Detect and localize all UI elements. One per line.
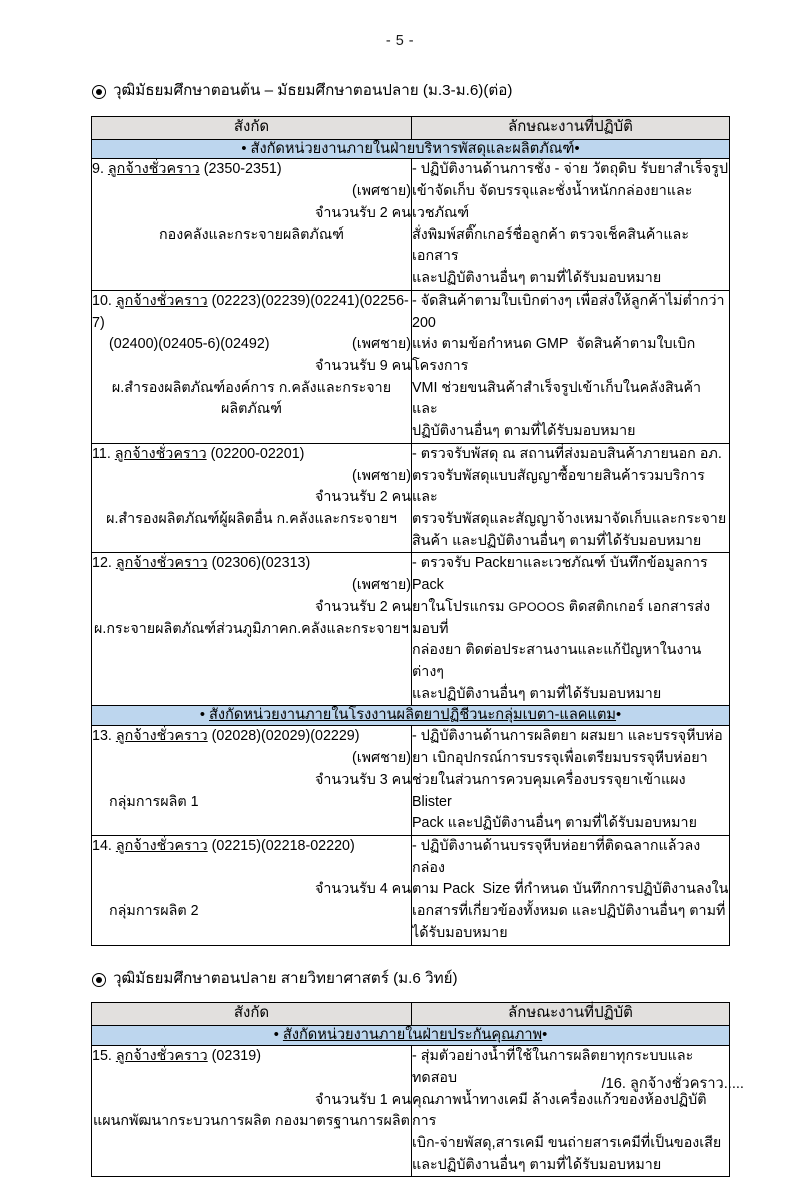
row-12-index: 12. xyxy=(92,555,116,572)
row-10-affiliation xyxy=(92,290,412,443)
row-13-position: ลูกจ้างชั่วคราว xyxy=(115,728,208,745)
row-12-unit: ผ.กระจายผลิตภัณฑ์ส่วนภูมิภาคก.คลังและกระจายฯ xyxy=(94,620,409,637)
desc-line: กล่องยา ติดต่อประสานงานและแก้ปัญหาในงานต่างๆ xyxy=(412,642,702,681)
desc-segment: ยาในโปรแกรม xyxy=(412,598,509,615)
row-10-description xyxy=(412,290,730,443)
group-bullet-right: • xyxy=(574,140,580,157)
row-15-index: 15. xyxy=(92,1048,116,1065)
desc-line: - ปฏิบัติงานด้านบรรจุหีบห่อยาที่ติดฉลากแล้วลงกล่อง xyxy=(412,838,701,876)
group-header-row xyxy=(92,139,730,159)
row-11-index: 11. xyxy=(92,445,115,462)
section-heading-2 xyxy=(92,969,800,990)
row-12-affiliation xyxy=(92,553,412,706)
row-10-codes-gender-line xyxy=(92,334,411,356)
row-15-position: ลูกจ้างชั่วคราว xyxy=(115,1048,208,1065)
row-10-quota: จำนวนรับ 9 คน xyxy=(315,357,411,374)
row-11-position: ลูกจ้างชั่วคราว xyxy=(114,445,207,462)
desc-line: เข้าจัดเก็บ จัดบรรจุและชั่งน้ำหนักกล่องยาและเวชภัณฑ์ xyxy=(412,183,693,221)
radio-bullet-icon xyxy=(92,85,106,99)
row-13-codes: (02028)(02029)(02229) xyxy=(207,728,360,745)
desc-line: ตรวจรับพัสดุและสัญญาจ้างเหมาจัดเก็บและกระจาย xyxy=(412,510,727,527)
row-12-codes: (02306)(02313) xyxy=(207,555,311,572)
row-9-title-line xyxy=(92,159,411,181)
row-15-description xyxy=(412,1046,730,1177)
row-12-description xyxy=(412,553,730,706)
job-table-1 xyxy=(91,116,730,946)
row-9-position: ลูกจ้างชั่วคราว xyxy=(107,161,200,178)
desc-line: - ปฏิบัติงานด้านการชั่ง - จ่าย วัตถุดิบ รับยาสำเร็จรูป xyxy=(412,161,729,178)
table-row xyxy=(92,443,730,553)
row-10-unit: ผ.สำรองผลิตภัณฑ์องค์การ ก.คลังและกระจายผลิตภัณฑ์ xyxy=(111,379,392,418)
desc-line: ช่วยในส่วนการควบคุมเครื่องบรรจุยาเข้าแผง Blister xyxy=(412,771,690,810)
row-9-index: 9. xyxy=(92,161,108,178)
desc-line: สั่งพิมพ์สติ๊กเกอร์ชื่อลูกค้า ตรวจเช็คสินค้าและเอกสาร xyxy=(412,226,689,265)
row-10-gender: (เพศชาย) xyxy=(351,336,411,353)
radio-bullet-icon xyxy=(92,973,106,987)
row-13-title-line xyxy=(92,726,411,748)
row-12-position: ลูกจ้างชั่วคราว xyxy=(115,555,208,572)
desc-line: และปฏิบัติงานอื่นๆ ตามที่ได้รับมอบหมาย xyxy=(412,685,662,702)
row-11-affiliation xyxy=(92,443,412,553)
section-heading-1 xyxy=(92,81,800,102)
group-title-3 xyxy=(92,1026,730,1046)
row-12-quota: จำนวนรับ 2 คน xyxy=(315,598,411,615)
desc-line: และปฏิบัติงานอื่นๆ ตามที่ได้รับมอบหมาย xyxy=(412,270,662,287)
group-header-row xyxy=(92,706,730,726)
row-14-title-line xyxy=(92,836,411,858)
row-9-affiliation xyxy=(92,159,412,290)
desc-line: - สุ่มตัวอย่างน้ำที่ใช้ในการผลิตยาทุกระบบและทดสอบ xyxy=(412,1048,694,1086)
row-15-title-line xyxy=(92,1046,411,1068)
row-13-gender: (เพศชาย) xyxy=(351,750,411,767)
row-15-unit: แผนกพัฒนากระบวนการผลิต กองมาตรฐานการผลิต xyxy=(93,1113,410,1130)
row-15-quota: จำนวนรับ 1 คน xyxy=(315,1091,411,1108)
table-header-row xyxy=(92,1003,730,1026)
row-10-position: ลูกจ้างชั่วคราว xyxy=(115,292,208,309)
table-row xyxy=(92,290,730,443)
row-11-gender: (เพศชาย) xyxy=(351,467,411,484)
column-header-affiliation: สังกัด xyxy=(92,116,412,139)
row-10-codes: (02223)(02239)(02241)(02256-7) xyxy=(92,292,409,331)
table-header-row xyxy=(92,116,730,139)
group-bullet-right: • xyxy=(616,707,622,724)
row-14-index: 14. xyxy=(92,838,116,855)
row-14-quota: จำนวนรับ 4 คน xyxy=(315,881,411,898)
column-header-job-description: ลักษณะงานที่ปฏิบัติ xyxy=(412,1003,730,1026)
row-15-codes: (02319) xyxy=(207,1048,261,1065)
table-row xyxy=(92,726,730,836)
row-12-gender: (เพศชาย) xyxy=(351,577,411,594)
section-heading-2-text: วุฒิมัธยมศึกษาตอนปลาย สายวิทยาศาสตร์ (ม.6 วิทย์) xyxy=(113,969,458,987)
section-heading-1-text: วุฒิมัธยมศึกษาตอนต้น – มัธยมศึกษาตอนปลาย (ม.3-ม.6)(ต่อ) xyxy=(113,82,513,99)
desc-line: VMI ช่วยขนสินค้าสำเร็จรูปเข้าเก็บในคลังสินค้า และ xyxy=(412,379,706,418)
desc-line: สินค้า และปฏิบัติงานอื่นๆ ตามที่ได้รับมอบหมาย xyxy=(412,532,702,549)
group-bullet-left: • xyxy=(273,1027,279,1044)
desc-line: - จัดสินค้าตามใบเบิกต่างๆ เพื่อส่งให้ลูกค้าไม่ต่ำกว่า 200 xyxy=(412,292,729,331)
group-bullet-left: • xyxy=(199,707,205,724)
row-11-description xyxy=(412,443,730,553)
row-11-quota: จำนวนรับ 2 คน xyxy=(315,489,411,506)
table-row xyxy=(92,836,730,946)
row-9-description xyxy=(412,159,730,290)
group-bullet-right: • xyxy=(542,1027,548,1044)
row-11-unit: ผ.สำรองผลิตภัณฑ์ผู้ผลิตอื่น ก.คลังและกระจายฯ xyxy=(106,510,397,527)
desc-line: คุณภาพน้ำทางเคมี ล้างเครื่องแก้วของห้องปฏิบัติการ xyxy=(412,1091,707,1130)
row-15-affiliation xyxy=(92,1046,412,1177)
row-13-unit: กลุ่มการผลิต 1 xyxy=(109,793,199,810)
program-name: GPOOOS xyxy=(508,599,565,614)
group-title-2 xyxy=(92,706,730,726)
row-12-title-line xyxy=(92,553,411,575)
row-13-affiliation xyxy=(92,726,412,836)
row-13-index: 13. xyxy=(92,728,116,745)
desc-line: ได้รับมอบหมาย xyxy=(412,924,508,941)
group-title-1-text: สังกัดหน่วยงานภายในฝ่ายบริหารพัสดุและผลิตภัณฑ์ xyxy=(250,140,575,157)
desc-line: ปฏิบัติงานอื่นๆ ตามที่ได้รับมอบหมาย xyxy=(412,423,636,440)
row-13-quota: จำนวนรับ 3 คน xyxy=(315,771,411,788)
desc-line: เอกสารที่เกี่ยวข้องทั้งหมด และปฏิบัติงานอื่นๆ ตามที่ xyxy=(412,903,726,920)
row-10-codes-line2: (02400)(02405-6)(02492) xyxy=(109,336,270,353)
group-title-2-text: สังกัดหน่วยงานภายในโรงงานผลิตยาปฏิชีวนะกลุ่มเบตา-แลคแตม xyxy=(209,707,617,724)
column-header-affiliation: สังกัด xyxy=(92,1003,412,1026)
row-9-quota: จำนวนรับ 2 คน xyxy=(315,204,411,221)
row-13-description xyxy=(412,726,730,836)
desc-line: Pack และปฏิบัติงานอื่นๆ ตามที่ได้รับมอบหมาย xyxy=(412,815,697,832)
page-number: - 5 - xyxy=(385,33,415,49)
row-14-affiliation xyxy=(92,836,412,946)
desc-line: ยา เบิกอุปกรณ์การบรรจุเพื่อเตรียมบรรจุหีบห่อยา xyxy=(412,750,708,767)
row-10-index: 10. xyxy=(92,292,116,309)
table-row xyxy=(92,159,730,290)
desc-line: เบิก-จ่ายพัสดุ,สารเคมี ขนถ่ายสารเคมีที่เป็นของเสีย xyxy=(412,1134,722,1151)
desc-line: แห่ง ตามข้อกำหนด GMP จัดสินค้าตามใบเบิกโครงการ xyxy=(412,336,696,374)
desc-line: และปฏิบัติงานอื่นๆ ตามที่ได้รับมอบหมาย xyxy=(412,1156,662,1173)
row-9-codes: (2350-2351) xyxy=(199,161,282,178)
row-11-title-line xyxy=(92,444,411,466)
row-14-blank-line xyxy=(92,858,411,880)
row-9-unit: กองคลังและกระจายผลิตภัณฑ์ xyxy=(159,226,344,243)
desc-line xyxy=(412,597,729,640)
row-14-description xyxy=(412,836,730,946)
row-14-unit: กลุ่มการผลิต 2 xyxy=(109,903,199,920)
row-15-blank-line xyxy=(92,1068,411,1090)
desc-line: - ปฏิบัติงานด้านการผลิตยา ผสมยา และบรรจุหีบห่อ xyxy=(412,728,723,745)
row-11-codes: (02200-02201) xyxy=(206,445,305,462)
group-bullet-left: • xyxy=(241,140,247,157)
table-row xyxy=(92,1046,730,1177)
desc-line: ตาม Pack Size ที่กำหนด บันทึกการปฏิบัติงานลงใน xyxy=(412,881,729,898)
desc-segment: ติดสติกเกอร์ เอกสารส่งมอบที่ xyxy=(412,598,711,637)
column-header-job-description: ลักษณะงานที่ปฏิบัติ xyxy=(412,116,730,139)
group-header-row xyxy=(92,1026,730,1046)
row-14-codes: (02215)(02218-02220) xyxy=(207,838,355,855)
row-10-title-line xyxy=(92,291,411,334)
row-9-gender: (เพศชาย) xyxy=(351,183,411,200)
desc-line: - ตรวจรับ Packยาและเวชภัณฑ์ บันทึกข้อมูลการ Pack xyxy=(412,555,712,594)
group-title-1 xyxy=(92,139,730,159)
footer-continuation-note: /16. ลูกจ้างชั่วคราว..... xyxy=(601,1076,744,1092)
desc-line: ตรวจรับพัสดุแบบสัญญาซื้อขายสินค้ารวมบริการและ xyxy=(412,467,705,506)
row-14-position: ลูกจ้างชั่วคราว xyxy=(115,838,208,855)
table-row xyxy=(92,553,730,706)
group-title-3-text: สังกัดหน่วยงานภายในฝ่ายประกันคุณภาพ xyxy=(282,1027,543,1044)
desc-line: - ตรวจรับพัสดุ ณ สถานที่ส่งมอบสินค้าภายนอก อภ. xyxy=(412,445,722,462)
